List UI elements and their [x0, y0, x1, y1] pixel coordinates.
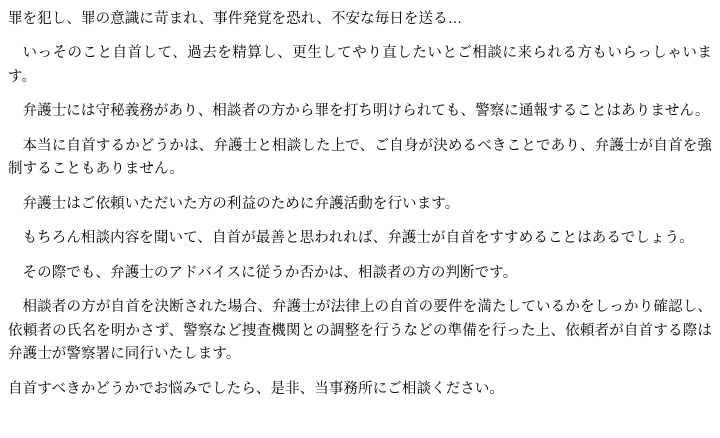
paragraph: その際でも、弁護士のアドバイスに従うか否かは、相談者の方の判断です。: [22, 264, 518, 281]
paragraph: いっそのこと自首して、過去を精算し、更生してやり直したいとご相談に来られる方もいらっしゃいます。: [8, 45, 712, 85]
paragraph: 罪を犯し、罪の意識に苛まれ、事件発覚を恐れ、不安な毎日を送る…: [8, 11, 463, 27]
paragraph: 相談者の方が自首を決断された場合、弁護士が法律上の自首の要件を満たしているかをしっかり確認し、依頼者の氏名を明かさず、警察など捜査機関との調整を行うなどの準備を行った上、依頼者が自首する際は弁護士が警察署に同行いたします。: [8, 299, 712, 363]
paragraph: 自首すべきかどうかでお悩みでしたら、是非、当事務所にご相談ください。: [8, 380, 505, 397]
paragraph: 本当に自首するかどうかは、弁護士と相談した上で、ご自身が決めるべきことであり、弁護士が自首を強制することもありません。: [8, 137, 712, 178]
paragraph: 弁護士には守秘義務があり、相談者の方から罪を打ち明けられても、警察に通報することはありません。: [22, 103, 710, 120]
paragraph: もちろん相談内容を聞いて、自首が最善と思われれば、弁護士が自首をすすめることはあるでしょう。: [22, 230, 694, 247]
paragraph: 弁護士はご依頼いただいた方の利益のために弁護活動を行います。: [22, 195, 460, 212]
